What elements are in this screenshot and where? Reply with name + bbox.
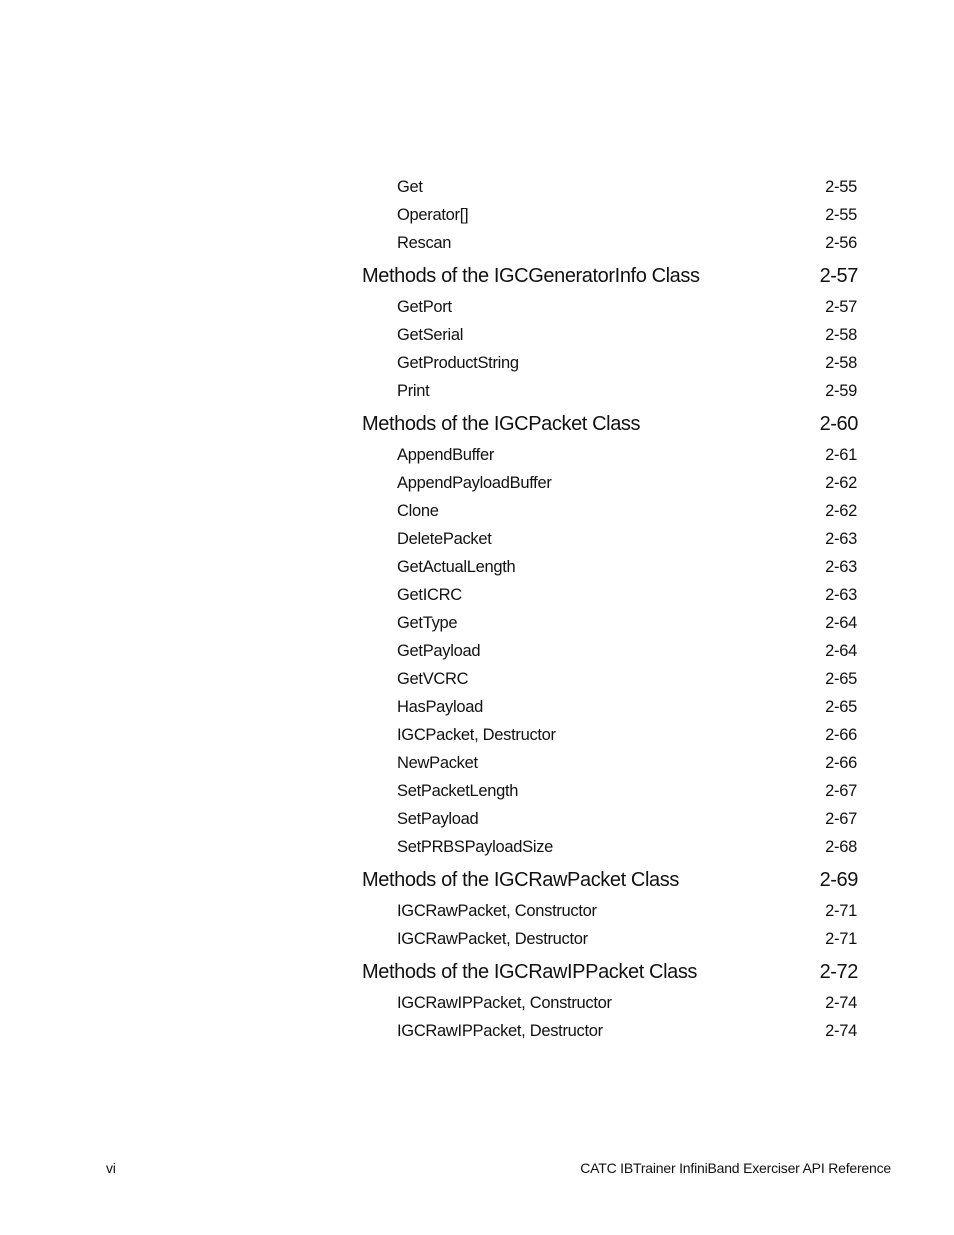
toc-entry-title: Clone: [397, 501, 439, 520]
toc-subentry[interactable]: [362, 665, 858, 693]
toc-entry-title: IGCRawIPPacket, Constructor: [397, 993, 612, 1012]
toc-entry-page: 2-74: [825, 1021, 857, 1040]
toc-entry-title: GetProductString: [397, 353, 519, 372]
toc-subentry[interactable]: [362, 497, 858, 525]
toc-section-entry[interactable]: [362, 863, 858, 897]
toc-entry-title: GetType: [397, 613, 458, 632]
toc-entry-page: 2-58: [825, 353, 857, 372]
toc-section-entry[interactable]: [362, 955, 858, 989]
toc-entry-page: 2-65: [825, 697, 857, 716]
toc-entry-page: 2-63: [825, 585, 857, 604]
toc-entry-page: 2-69: [819, 868, 858, 891]
toc-entry-page: 2-57: [819, 264, 858, 287]
toc-entry-title: Methods of the IGCRawPacket Class: [362, 868, 679, 891]
toc-entry-page: 2-72: [819, 960, 858, 983]
toc-entry-page: 2-64: [825, 613, 857, 632]
toc-subentry[interactable]: [362, 469, 858, 497]
toc-entry-page: 2-59: [825, 381, 857, 400]
toc-entry-page: 2-74: [825, 993, 857, 1012]
toc-entry-page: 2-67: [825, 781, 857, 800]
toc-entry-page: 2-60: [819, 412, 858, 435]
toc-subentry[interactable]: [362, 777, 858, 805]
toc-entry-title: Methods of the IGCPacket Class: [362, 412, 641, 435]
toc-subentry[interactable]: [362, 693, 858, 721]
toc-entry-title: Methods of the IGCRawIPPacket Class: [362, 960, 698, 983]
page-footer: [106, 1160, 891, 1176]
toc-entry-page: 2-61: [825, 445, 857, 464]
toc-entry-title: SetPayload: [397, 809, 479, 828]
toc-entry-page: 2-63: [825, 529, 857, 548]
toc-entry-page: 2-56: [825, 233, 857, 252]
toc-subentry[interactable]: [362, 1017, 858, 1045]
toc-entry-title: Print: [397, 381, 430, 400]
toc-entry-title: GetSerial: [397, 325, 464, 344]
toc-subentry[interactable]: [362, 989, 858, 1017]
toc-entry-title: AppendPayloadBuffer: [397, 473, 552, 492]
toc-subentry[interactable]: [362, 229, 858, 257]
toc-entry-title: Get: [397, 177, 423, 196]
toc-entry-page: 2-66: [825, 753, 857, 772]
toc-entry-page: 2-68: [825, 837, 857, 856]
table-of-contents: [362, 173, 858, 1045]
toc-subentry[interactable]: [362, 377, 858, 405]
toc-entry-page: 2-63: [825, 557, 857, 576]
toc-subentry[interactable]: [362, 349, 858, 377]
toc-subentry[interactable]: [362, 805, 858, 833]
toc-entry-page: 2-64: [825, 641, 857, 660]
toc-subentry[interactable]: [362, 609, 858, 637]
toc-entry-title: Operator[]: [397, 205, 469, 224]
toc-entry-title: SetPRBSPayloadSize: [397, 837, 554, 856]
toc-subentry[interactable]: [362, 581, 858, 609]
toc-subentry[interactable]: [362, 525, 858, 553]
toc-entry-title: Methods of the IGCGeneratorInfo Class: [362, 264, 700, 287]
toc-entry-page: 2-62: [825, 501, 857, 520]
toc-entry-title: AppendBuffer: [397, 445, 495, 464]
toc-entry-title: GetICRC: [397, 585, 462, 604]
toc-entry-page: 2-58: [825, 325, 857, 344]
toc-entry-page: 2-55: [825, 205, 857, 224]
toc-subentry[interactable]: [362, 749, 858, 777]
toc-subentry[interactable]: [362, 173, 858, 201]
footer-document-title: CATC IBTrainer InfiniBand Exerciser API Reference: [580, 1160, 891, 1176]
toc-entry-title: GetPort: [397, 297, 452, 316]
toc-subentry[interactable]: [362, 293, 858, 321]
toc-entry-title: IGCRawIPPacket, Destructor: [397, 1021, 603, 1040]
toc-entry-title: IGCPacket, Destructor: [397, 725, 556, 744]
toc-entry-title: GetActualLength: [397, 557, 516, 576]
toc-entry-page: 2-66: [825, 725, 857, 744]
toc-entry-title: IGCRawPacket, Constructor: [397, 901, 597, 920]
toc-entry-page: 2-71: [825, 929, 857, 948]
toc-entry-page: 2-55: [825, 177, 857, 196]
toc-subentry[interactable]: [362, 833, 858, 861]
toc-subentry[interactable]: [362, 553, 858, 581]
footer-page-number: vi: [106, 1160, 116, 1176]
toc-entry-title: NewPacket: [397, 753, 478, 772]
toc-subentry[interactable]: [362, 637, 858, 665]
toc-subentry[interactable]: [362, 721, 858, 749]
toc-entry-page: 2-62: [825, 473, 857, 492]
toc-entry-title: HasPayload: [397, 697, 483, 716]
toc-entry-page: 2-57: [825, 297, 857, 316]
toc-subentry[interactable]: [362, 441, 858, 469]
toc-section-entry[interactable]: [362, 407, 858, 441]
toc-entry-title: SetPacketLength: [397, 781, 519, 800]
toc-entry-title: Rescan: [397, 233, 452, 252]
toc-entry-title: GetVCRC: [397, 669, 469, 688]
toc-entry-page: 2-71: [825, 901, 857, 920]
toc-entry-page: 2-65: [825, 669, 857, 688]
toc-subentry[interactable]: [362, 201, 858, 229]
toc-entry-title: GetPayload: [397, 641, 481, 660]
toc-subentry[interactable]: [362, 897, 858, 925]
toc-entry-title: DeletePacket: [397, 529, 492, 548]
toc-entry-page: 2-67: [825, 809, 857, 828]
toc-subentry[interactable]: [362, 925, 858, 953]
toc-section-entry[interactable]: [362, 259, 858, 293]
toc-entry-title: IGCRawPacket, Destructor: [397, 929, 588, 948]
toc-subentry[interactable]: [362, 321, 858, 349]
